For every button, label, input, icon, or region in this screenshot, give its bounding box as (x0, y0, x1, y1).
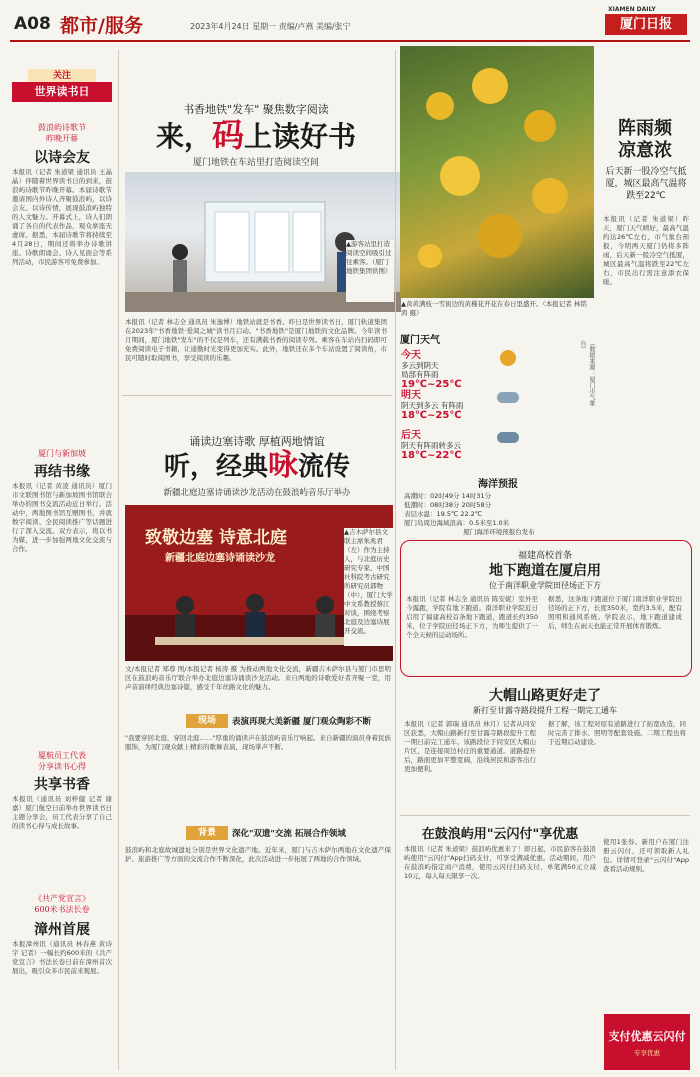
road-body: 本报讯（记者 郭瑞 通讯员 林月）记者从同安区获悉，大帽山路新打至甘露寺路段提升工程一期日前完工通车。该路段位于同安区大帽山片区，是连接周边村庄的重要通道。道路提升后，路面更加平整宽阔，沿线居民和游客出行更加便利。 (404, 720, 536, 773)
main-body: 本报讯（记者 林志全 通讯员 朱逸博）地铁站就是书香。昨日是世界读书日，厦门轨道集团在2023年"书香地铁·爱阅之城"读书月启动。"书香地铁"是厦门地铁的文化品牌。今年读书月期间，厦门地铁"发车"的不仅是列车，还有满载书香的阅读专列。乘客在车站内扫码即可免费阅读电子书籍，让通勤时光变得更加充实。此外，地铁还在多个车站设置了阅读角，市民可随时取阅图书，享受阅读的乐趣。 (125, 318, 387, 362)
main-headline (122, 118, 390, 154)
bj-label: 背景 (186, 826, 228, 840)
header-rule (10, 40, 690, 42)
salon-photo-sub: 新疆北庭边塞诗诵读沙龙 (165, 553, 275, 564)
cloud-icon (497, 392, 519, 403)
road-body-right: 据了解，该工程对原有道路进行了拓宽改造，同时完善了排水、照明等配套设施。二期工程也将于近期启动建设。 (548, 720, 686, 746)
mid-headline (122, 450, 392, 483)
fc-day-0-name: 今天 (401, 350, 421, 361)
main-headline-b: 码 (211, 116, 244, 154)
s4-subtitle: 《共产党宣言》 600米书法长卷 (34, 894, 90, 914)
pay-title: 在鼓浪屿用"云闪付"享优惠 (421, 827, 579, 842)
fc-source: （数据来源：厦门市气象台） (579, 340, 595, 406)
fc-day-0-desc: 多云到阴天 局部有阵雨 (401, 361, 439, 379)
mid-headline-c: 流传 (298, 452, 351, 482)
s2-title: 再结书缘 (34, 464, 90, 480)
track-subtitle: 位于南洋职业学院田径场正下方 (489, 581, 601, 590)
s3-subtitle: 厦航员工代表 分享读书心得 (38, 751, 86, 771)
track-body-right: 据悉，这条地下跑道位于厦门南洋职业学院田径场的正下方，长度350米，宽约3.5米，配有照明和通风系统。学院表示，地下跑道建成后，师生在雨天也能正常开展体育锻炼。 (548, 595, 682, 630)
main-headline-c: 上读好书 (244, 120, 357, 153)
page-number: A08 (14, 14, 51, 34)
rain-subtitle: 后天新一股冷空气抵厦，城区最高气温将跌至22℃ (605, 167, 687, 201)
main-divider (122, 395, 392, 396)
s3-title: 共享书香 (34, 777, 90, 793)
s2-subtitle: 厦门与新加坡 (38, 449, 86, 458)
subway-photo-caption: ▲游客站里打造阅读空间吸引过往乘客。（厦门地铁集团供图） (346, 240, 394, 302)
mid-kicker: 诵读边塞诗歌 厚植两地情谊 (189, 435, 325, 448)
sea-title: 海洋预报 (478, 479, 518, 490)
main-subtitle: 厦门地铁在车站里打造阅读空间 (192, 158, 319, 168)
fc-title: 厦门天气 (400, 335, 440, 346)
sun-icon (500, 350, 516, 366)
road-subtitle: 新打至甘露寺路段提升工程一期完工通车 (473, 706, 617, 715)
fc-day-2-name: 后天 (401, 430, 421, 441)
xc-label: 现场 (186, 714, 228, 728)
sea-source: 厦门海洋环境预报台发布 (463, 528, 535, 536)
track-title: 地下跑道在厦启用 (489, 563, 601, 579)
sea-list (404, 492, 594, 537)
pay-body-right: 使用1张券。新用户在厦门注册云闪付，还可领取新人礼包。详情可登录"云闪付"App查看活动规则。 (603, 838, 689, 873)
track-kicker: 福建高校首条 (517, 551, 572, 561)
fc-day-1-name: 明天 (401, 390, 421, 401)
fc-day-1 (401, 386, 496, 421)
sidebar-kicker: 关注 (28, 69, 96, 83)
bj-title: 深化"双遗"交流 拓展合作领域 (232, 829, 346, 839)
s1-title: 以诗会友 (34, 150, 90, 166)
flower-photo-caption: ▲黄黄满枝一雪街边的黄槿花开花在春日里盛开。（本报记者 林铭鸿 摄） (401, 300, 587, 317)
xc-title: 表演再现大美新疆 厦门观众陶彩不断 (232, 717, 371, 727)
fc-day-0-temp: 19℃~25℃ (401, 379, 462, 390)
pay-body: 本报讯（记者 朱道梁）鼓浪屿优惠来了！即日起，市民游客在鼓浪屿使用"云闪付"App扫码支付，可享受满减优惠。活动期间，用户在鼓浪屿指定商户消费，使用云闪付扫码支付，单笔满50元立减10元，每人每天限享一次。 (404, 845, 596, 880)
xc-body: "我要穿回北庭，穿回北庭……"厚重的诵读声在鼓浪屿音乐厅响起。来自新疆的演员身着民族服饰，为厦门观众献上精彩的歌舞表演，现场掌声不断。 (125, 734, 391, 751)
s2-body: 本报讯（记者 黄凌 通讯员）厦门市文联图书馆与新加坡图书馆联合举办的图书交流活动近日举行。活动中，两地图书馆互赠图书，并就数字阅读、全民阅读推广等话题进行了深入交流。双方表示，将以书为媒，进一步加强两地文化交流与合作。 (12, 482, 112, 553)
masthead-english: XIAMEN DAILY (608, 6, 656, 13)
salon-photo-caption: ▲吉木萨尔县文联主席朱兆君（左）作为主持人，与北庭历史研究专家、中国社科院考古研究所研究员郭物（中），厦门大学中文系教授蔡江对谈，围绕考察北庭及边塞诗展开交流。 (344, 528, 394, 646)
rain-body: 本报讯（记者 朱道梁）昨天，厦门天气晴好，最高气温约达26℃左右。市气象台预报，今明两天厦门仍将多阵雨，后天新一股冷空气抵厦，城区最高气温将跌至22℃左右，市民出行需注意添衣保暖。 (603, 215, 689, 286)
fc-day-2-desc: 阴天有阵雨转多云 (401, 441, 461, 450)
rain-title: 阵雨频 凉意浓 (618, 118, 672, 161)
mid-headline-b: 咏 (268, 448, 298, 483)
date-line: 2023年4月24日 星期一 责编/卢燕 美编/张宁 (190, 22, 351, 31)
main-right-divider (395, 50, 396, 1070)
sidebar-banner: 世界读书日 (12, 82, 112, 102)
main-kicker: 书香地铁"发车" 聚焦数字阅读 (183, 103, 329, 116)
fc-day-2 (401, 426, 496, 461)
mid-headline-a: 听，经典 (163, 452, 268, 482)
s4-title: 漳州首展 (34, 922, 90, 938)
s3-body: 本报讯（通讯员 刘梓健 记者 谢嘉）厦门航空日前举办世界读书日主题分享会，员工代表分享了自己的读书心得与成长故事。 (12, 795, 112, 830)
right-divider (400, 815, 690, 816)
sea-line-0: 高潮时：02时49分 14时31分 (404, 492, 492, 500)
rain-icon (497, 432, 519, 443)
masthead-logo: 厦门日报 (605, 14, 687, 35)
s4-body: 本报漳州讯（通讯员 林春燕 黄诗宇 记者）一幅长约600米的《共产党宣言》书法长卷日前在漳州首次展出，吸引众多市民前来观展。 (12, 940, 112, 975)
pay-ad-sub: 专享优惠 (634, 1049, 660, 1057)
fc-day-0 (401, 346, 496, 390)
pay-ad-text: 支付优惠云闪付 (608, 1030, 686, 1043)
section-name: 都市/服务 (60, 15, 143, 37)
sea-line-1: 低潮时：08时38分 20时58分 (404, 501, 492, 509)
mid-subtitle: 新疆北庭边塞诗诵读沙龙活动在鼓浪屿音乐厅举办 (163, 488, 351, 498)
fc-day-1-temp: 18℃~25℃ (401, 410, 462, 421)
track-body: 本报讯（记者 林志全 通讯员 陈安妮）室外至今露跑，学院有地下跑道。南洋职业学院近日启用了福建高校首条地下跑道，跑道长约350米，位于学院田径场正下方，为师生提供了一个全天候的运动场所。 (406, 595, 538, 639)
s1-body: 本报讯（记者 朱道梁 通讯员 王晶晶）伴随着世界读书日的到来，鼓浪屿诗歌节昨晚开幕。本届诗歌节邀请国内外诗人齐聚鼓浪屿，以诗会友、以诗传情，展现鼓浪屿独特的人文魅力。开幕式上，诗人们朗诵了各自的代表作品，观众席座无虚席。据悉，本届诗歌节将持续至4月28日，期间还将举办诗歌讲座、诗歌朗诵会、诗人见面会等系列活动，市民游客可免费参加。 (12, 168, 112, 266)
page-header (0, 0, 700, 40)
flower-photo-art (400, 46, 594, 298)
main-headline-a: 来， (155, 120, 212, 153)
sea-line-3: 厦门岛周边海域浪高：0.5米至1.0米 (404, 519, 510, 527)
pay-ad (604, 1014, 690, 1070)
bj-body: 鼓浪屿和北庭故城遗址分别是世界文化遗产地。近年来，厦门与吉木萨尔两地在文化遗产保护、旅游推广等方面的交流合作不断深化，此次活动进一步拓展了两地的合作领域。 (125, 846, 391, 863)
mid-body: 文/本报记者 郑尊 图/本报记者 杨涛 摄 为推动两地文化交流，新疆吉木萨尔县与厦门市思明区在鼓浪屿音乐厅联合举办北庭边塞诗诵读沙龙活动。来自两地的诗歌爱好者齐聚一堂，用声音演绎经典边塞诗篇，感受千年丝路文化的魅力。 (125, 665, 391, 691)
sea-line-2: 表层水温：19.5℃ 22.2℃ (404, 510, 483, 518)
sidebar-divider (118, 50, 119, 1070)
flower-photo (400, 46, 594, 298)
road-title: 大帽山路更好走了 (489, 688, 601, 704)
s1-subtitle: 鼓浪屿诗歌节 昨晚开幕 (38, 123, 86, 143)
fc-day-2-temp: 18℃~22℃ (401, 450, 462, 461)
salon-photo-title: 致敬边塞 诗意北庭 (145, 528, 287, 548)
fc-day-1-desc: 阴天到多云 有阵雨 (401, 401, 464, 410)
